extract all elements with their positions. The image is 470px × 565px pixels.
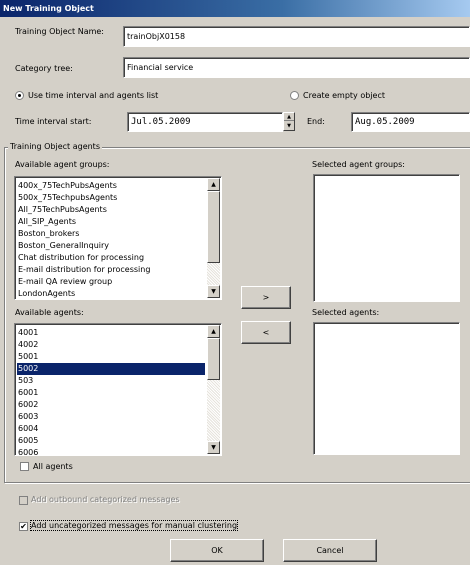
- list-item[interactable]: 6002: [18, 400, 39, 409]
- scroll-thumb[interactable]: [207, 191, 220, 263]
- add-button[interactable]: >: [241, 286, 291, 309]
- groupbox-legend: Training Object agents: [10, 142, 100, 151]
- spin-down-icon[interactable]: ▼: [287, 123, 291, 129]
- add-uncategorized-checkbox[interactable]: [19, 522, 28, 531]
- available-agents-list[interactable]: [14, 323, 222, 456]
- list-item[interactable]: 503: [18, 376, 34, 385]
- available-groups-list[interactable]: [14, 176, 222, 300]
- add-outbound-checkbox[interactable]: [19, 496, 28, 505]
- scroll-down-icon[interactable]: ▼: [207, 285, 220, 298]
- end-label: End:: [307, 117, 325, 126]
- radio-create-empty-label[interactable]: Create empty object: [303, 91, 385, 100]
- scroll-thumb[interactable]: [207, 338, 220, 380]
- checkmark-icon: ✔: [20, 522, 27, 531]
- interval-end-value: Aug.05.2009: [355, 117, 415, 127]
- category-tree-value: Financial service: [127, 63, 194, 72]
- spin-up-icon[interactable]: ▲: [284, 113, 294, 121]
- groups-scrollbar[interactable]: [207, 178, 220, 298]
- list-item[interactable]: 4002: [18, 340, 39, 349]
- add-uncategorized-label[interactable]: Add uncategorized messages for manual clustering: [31, 521, 238, 530]
- list-item[interactable]: LondonAgents: [18, 289, 76, 298]
- list-item[interactable]: Boston_GeneralInquiry: [18, 241, 110, 250]
- training-object-name-input[interactable]: [123, 26, 470, 47]
- list-item[interactable]: 5002: [17, 363, 205, 375]
- list-item[interactable]: Chat distribution for processing: [18, 253, 145, 262]
- list-item[interactable]: 6004: [18, 424, 39, 433]
- selected-groups-list[interactable]: [313, 174, 460, 302]
- list-item[interactable]: 500x_75TechpubsAgents: [18, 193, 118, 202]
- interval-start-spinner[interactable]: [283, 112, 295, 131]
- scroll-down-icon[interactable]: ▼: [207, 441, 220, 454]
- list-item[interactable]: All_75TechPubsAgents: [18, 205, 107, 214]
- list-item[interactable]: 400x_75TechPubsAgents: [18, 181, 117, 190]
- available-groups-label: Available agent groups:: [15, 160, 110, 169]
- radio-use-interval-label[interactable]: Use time interval and agents list: [28, 91, 159, 100]
- selected-agents-list[interactable]: [313, 322, 460, 455]
- list-item[interactable]: 4001: [18, 328, 39, 337]
- interval-end-input[interactable]: [351, 112, 470, 132]
- list-item[interactable]: 5001: [18, 352, 39, 361]
- list-item[interactable]: All_SIP_Agents: [18, 217, 77, 226]
- window-title-bar[interactable]: [0, 0, 470, 17]
- agents-scrollbar[interactable]: [207, 325, 220, 454]
- interval-start-label: Time interval start:: [15, 117, 92, 126]
- list-item[interactable]: Boston_brokers: [18, 229, 80, 238]
- category-tree-label: Category tree:: [15, 64, 73, 73]
- list-item[interactable]: E-mail distribution for processing: [18, 265, 151, 274]
- available-agents-label: Available agents:: [15, 308, 84, 317]
- add-outbound-label: Add outbound categorized messages: [31, 495, 180, 504]
- radio-use-interval[interactable]: [15, 91, 24, 100]
- interval-start-value: Jul.05.2009: [131, 117, 191, 127]
- name-label: Training Object Name:: [15, 27, 105, 36]
- ok-button[interactable]: OK: [170, 539, 264, 562]
- all-agents-label[interactable]: All agents: [33, 462, 73, 471]
- list-item[interactable]: 6006: [18, 448, 39, 456]
- all-agents-checkbox[interactable]: [20, 462, 29, 471]
- list-item[interactable]: 6001: [18, 388, 39, 397]
- list-item[interactable]: E-mail QA review group: [18, 277, 113, 286]
- remove-button[interactable]: <: [241, 321, 291, 344]
- radio-create-empty[interactable]: [290, 91, 299, 100]
- interval-start-input[interactable]: [127, 112, 283, 132]
- list-item[interactable]: 6003: [18, 412, 39, 421]
- training-object-name-value: trainObjX0158: [127, 32, 186, 41]
- scroll-up-icon[interactable]: ▲: [207, 178, 220, 191]
- list-item[interactable]: 6005: [18, 436, 39, 445]
- selected-agents-label: Selected agents:: [312, 308, 380, 317]
- cancel-button[interactable]: Cancel: [283, 539, 377, 562]
- window-title: New Training Object: [3, 4, 94, 13]
- category-tree-input[interactable]: [123, 57, 470, 78]
- scroll-up-icon[interactable]: ▲: [207, 325, 220, 338]
- selected-groups-label: Selected agent groups:: [312, 160, 405, 169]
